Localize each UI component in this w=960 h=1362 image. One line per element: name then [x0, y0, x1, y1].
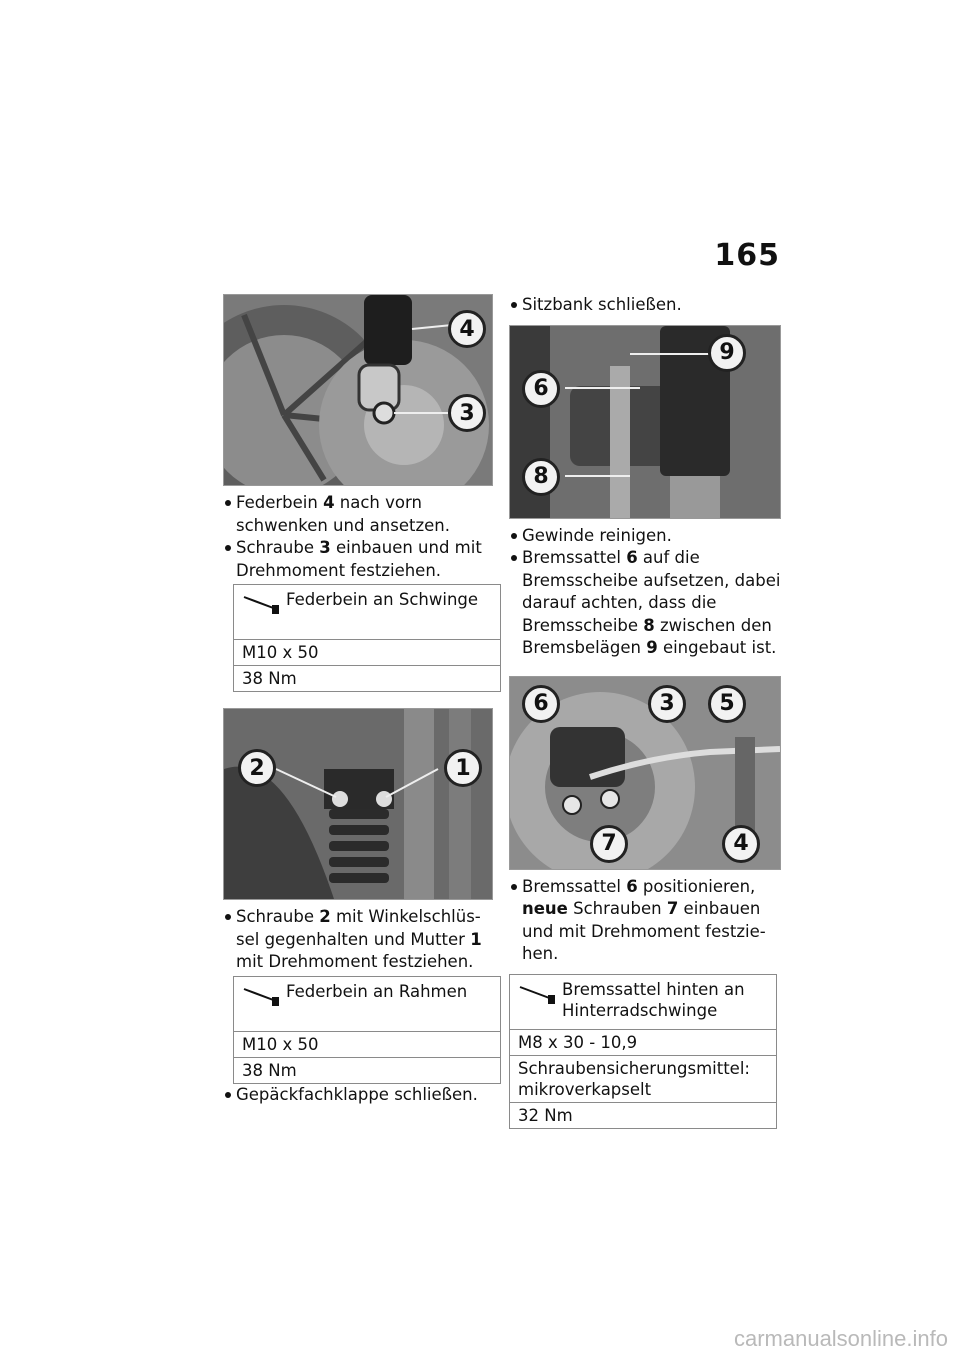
steps-install-bolts [509, 876, 781, 966]
page-number: 165 [714, 238, 780, 273]
spec-locking: Schraubensicherungsmittel: mikroverkapselt [510, 1055, 777, 1102]
torque-wrench-icon [242, 985, 282, 1007]
steps-fit-caliper [509, 525, 781, 660]
callout-3: 3 [448, 394, 486, 432]
figure-brake-caliper-disc [509, 325, 781, 519]
left-column [223, 294, 493, 1106]
spec-header [234, 976, 501, 1031]
callout-6: 6 [522, 370, 560, 408]
callout-3: 3 [648, 685, 686, 723]
torque-wrench-icon [518, 983, 558, 1005]
torque-spec-brake-caliper [509, 974, 777, 1129]
figure-brake-caliper-bolts [509, 676, 781, 870]
callout-4: 4 [722, 825, 760, 863]
step-item: Bremssattel 6 positionieren, neue Schrauben 7 einbauen und mit Drehmoment festziehen. [509, 876, 781, 966]
spec-header [510, 974, 777, 1029]
step-item: Schraube 3 einbauen und mit Drehmoment festziehen. [223, 537, 493, 582]
callout-1: 1 [444, 749, 482, 787]
steps-shock-mount [223, 492, 493, 582]
steps-close-seat [509, 294, 781, 317]
spec-title: Federbein an Schwinge [286, 590, 479, 609]
spec-torque: 38 Nm [234, 1057, 501, 1083]
figure-shock-upper-mount [223, 708, 493, 900]
callout-6: 6 [522, 685, 560, 723]
spec-torque: 32 Nm [510, 1102, 777, 1128]
shock-upper-mount-illustration [224, 709, 492, 899]
callout-7: 7 [590, 825, 628, 863]
callout-5: 5 [708, 685, 746, 723]
steps-shock-upper [223, 906, 493, 974]
callout-8: 8 [522, 458, 560, 496]
spec-size: M10 x 50 [234, 640, 501, 666]
step-item: Sitzbank schließen. [509, 294, 781, 317]
torque-wrench-icon [242, 593, 282, 615]
watermark: carmanualsonline.info [733, 1326, 948, 1351]
spec-title: Bremssattel hinten an Hinterradschwinge [562, 979, 745, 1020]
spec-title: Federbein an Rahmen [286, 981, 468, 1001]
torque-spec-shock-swingarm [233, 584, 501, 692]
callout-4: 4 [448, 310, 486, 348]
step-item: Bremssattel 6 auf die Bremsscheibe aufsetzen, dabei darauf achten, dass die Bremsscheibe 8 zwischen den Bremsbelägen 9 eingebaut ist. [509, 547, 781, 660]
step-item: Schraube 2 mit Winkelschlüssel gegenhalten und Mutter 1 mit Drehmoment festziehen. [223, 906, 493, 974]
figure-shock-lower-mount [223, 294, 493, 486]
right-column [509, 294, 781, 1129]
spec-size: M8 x 30 - 10,9 [510, 1029, 777, 1055]
step-item: Gewinde reinigen. [509, 525, 781, 548]
steps-close-compartment [223, 1084, 493, 1107]
spec-header [234, 585, 501, 640]
spec-size: M10 x 50 [234, 1031, 501, 1057]
step-item: Gepäckfachklappe schließen. [223, 1084, 493, 1107]
step-item: Federbein 4 nach vorn schwenken und ansetzen. [223, 492, 493, 537]
callout-9: 9 [708, 334, 746, 372]
callout-2: 2 [238, 749, 276, 787]
spec-torque: 38 Nm [234, 666, 501, 692]
torque-spec-shock-frame [233, 976, 501, 1084]
